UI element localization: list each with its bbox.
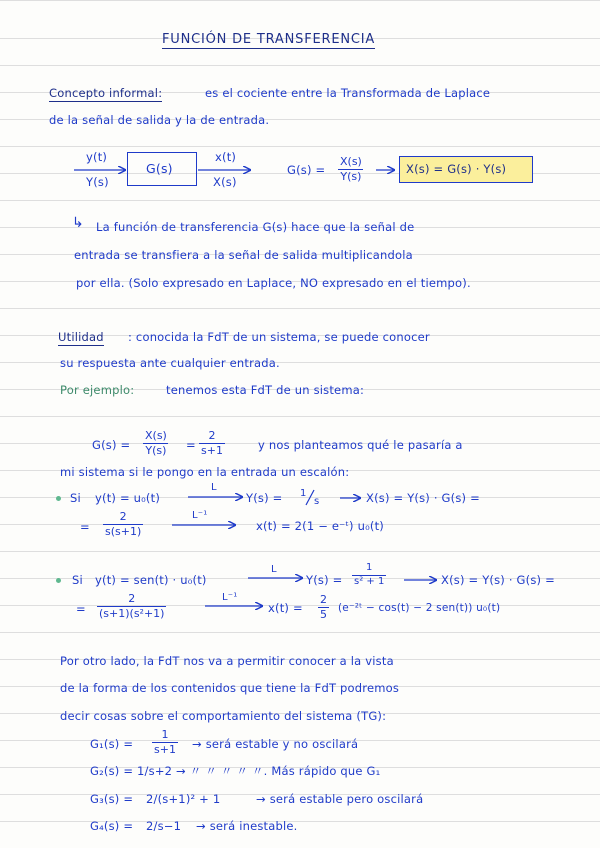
example-g-num1: X(s) xyxy=(145,429,167,442)
case2-coef-num: 2 xyxy=(320,593,327,606)
highlighted-result: X(s) = G(s) · Y(s) xyxy=(406,162,507,176)
case2-x-lhs: x(t) = xyxy=(268,601,303,615)
diagram-output-laplace: X(s) xyxy=(213,175,237,189)
note-arrow-icon: ↳ xyxy=(72,215,84,231)
case1-y-slash xyxy=(306,490,314,505)
case1-equals: = xyxy=(80,520,90,534)
case1-inverse-laplace-op: L⁻¹ xyxy=(192,510,208,521)
case2-input: y(t) = sen(t) · u₀(t) xyxy=(95,573,207,587)
case2-frac-den: (s+1)(s²+1) xyxy=(99,606,165,620)
utilidad-line2: su respuesta ante cualquier entrada. xyxy=(60,356,280,370)
otro-line1: Por otro lado, la FdT nos va a permitir conocer a la vista xyxy=(60,654,394,668)
case2-fraction xyxy=(97,593,166,619)
example-g-num2: 2 xyxy=(208,429,216,442)
case1-fraction xyxy=(103,511,143,537)
case1-input: y(t) = u₀(t) xyxy=(95,491,161,505)
g2-text: G₂(s) = 1/s+2 → 〃 〃 〃 〃 〃. Más rápido que G₁ xyxy=(90,764,381,778)
g1-fraction xyxy=(152,729,178,755)
concepto-label: Concepto informal: xyxy=(49,86,163,100)
note-line3: por ella. (Solo expresado en Laplace, NO expresado en el tiempo). xyxy=(76,276,471,290)
case2-equals: = xyxy=(76,602,86,616)
otro-line2: de la forma de los contenidos que tiene la FdT podremos xyxy=(60,681,400,695)
g1-text: → será estable y no oscilará xyxy=(192,737,359,751)
case2-y-eq: Y(s) = xyxy=(306,573,343,587)
case2-x-eq: X(s) = Y(s) · G(s) = xyxy=(441,573,555,587)
case2-y-fraction xyxy=(352,563,386,587)
gs-definition-lhs: G(s) = xyxy=(287,163,326,177)
note-line1: La función de transferencia G(s) hace que la señal de xyxy=(96,220,415,234)
example-g-equals: = xyxy=(186,438,196,452)
g4-text: → será inestable. xyxy=(196,819,298,833)
g1-num: 1 xyxy=(161,728,169,741)
gs-definition-denominator: Y(s) xyxy=(340,169,362,183)
transfer-block-label: G(s) xyxy=(146,161,173,176)
example-g-text2: mi sistema si le pongo en la entrada un escalón: xyxy=(60,465,350,479)
diagram-input-laplace: Y(s) xyxy=(86,175,109,189)
case1-x-eq: X(s) = Y(s) · G(s) = xyxy=(366,491,480,505)
otro-line3: decir cosas sobre el comportamiento del sistema (TG): xyxy=(60,709,387,723)
g3-text: → será estable pero oscilará xyxy=(256,792,424,806)
g1-lhs: G₁(s) = xyxy=(90,737,134,751)
case2-y-num: 1 xyxy=(365,562,373,573)
case1-y-num: 1 xyxy=(300,488,307,499)
concepto-line1: es el cociente entre la Transformada de Laplace xyxy=(205,86,491,100)
bullet-dot-2 xyxy=(56,578,61,583)
case2-coef-den: 5 xyxy=(320,607,327,621)
example-g-den1: Y(s) xyxy=(145,443,167,457)
page-title: FUNCIÓN DE TRANSFERENCIA xyxy=(162,32,376,47)
diagram-input-time: y(t) xyxy=(86,150,108,164)
case2-si: Si xyxy=(72,573,83,587)
gs-definition-fraction xyxy=(338,156,364,182)
g1-den: s+1 xyxy=(154,742,176,756)
example-g-fraction2 xyxy=(199,430,225,456)
ejemplo-label: Por ejemplo: xyxy=(60,383,135,397)
ejemplo-text: tenemos esta FdT de un sistema: xyxy=(166,383,365,397)
case1-frac-den: s(s+1) xyxy=(105,524,142,538)
concepto-line2: de la señal de salida y la de entrada. xyxy=(49,113,270,127)
example-g-fraction1 xyxy=(143,430,169,456)
g3-expr: 2/(s+1)² + 1 xyxy=(146,792,221,806)
diagram-output-time: x(t) xyxy=(215,150,237,164)
case2-frac-num: 2 xyxy=(128,592,136,605)
g3-lhs: G₃(s) = xyxy=(90,792,134,806)
example-g-den2: s+1 xyxy=(201,443,223,457)
note-line2: entrada se transfiera a la señal de salida multiplicandola xyxy=(74,248,413,262)
utilidad-line1: : conocida la FdT de un sistema, se puede conocer xyxy=(128,330,430,344)
gs-definition-numerator: X(s) xyxy=(340,155,362,168)
case1-result: x(t) = 2(1 − e⁻ᵗ) u₀(t) xyxy=(256,519,384,533)
utilidad-label: Utilidad xyxy=(58,330,104,344)
case2-result: (e⁻²ᵗ − cos(t) − 2 sen(t)) u₀(t) xyxy=(338,602,501,614)
case1-y-den: s xyxy=(314,496,320,507)
case2-y-den: s² + 1 xyxy=(354,575,385,587)
case1-frac-num: 2 xyxy=(119,510,127,523)
g4-expr: 2/s−1 xyxy=(146,819,182,833)
case1-laplace-op: L xyxy=(211,482,217,493)
example-g-lhs: G(s) = xyxy=(92,438,131,452)
case1-si: Si xyxy=(70,491,81,505)
case1-y-eq: Y(s) = xyxy=(246,491,283,505)
case2-laplace-op: L xyxy=(271,564,277,575)
case2-inverse-laplace-op: L⁻¹ xyxy=(222,592,238,603)
example-g-text1: y nos planteamos qué le pasaría a xyxy=(258,438,463,452)
g4-lhs: G₄(s) = xyxy=(90,819,134,833)
case2-coef-fraction xyxy=(318,594,329,620)
bullet-dot-1 xyxy=(56,496,61,501)
